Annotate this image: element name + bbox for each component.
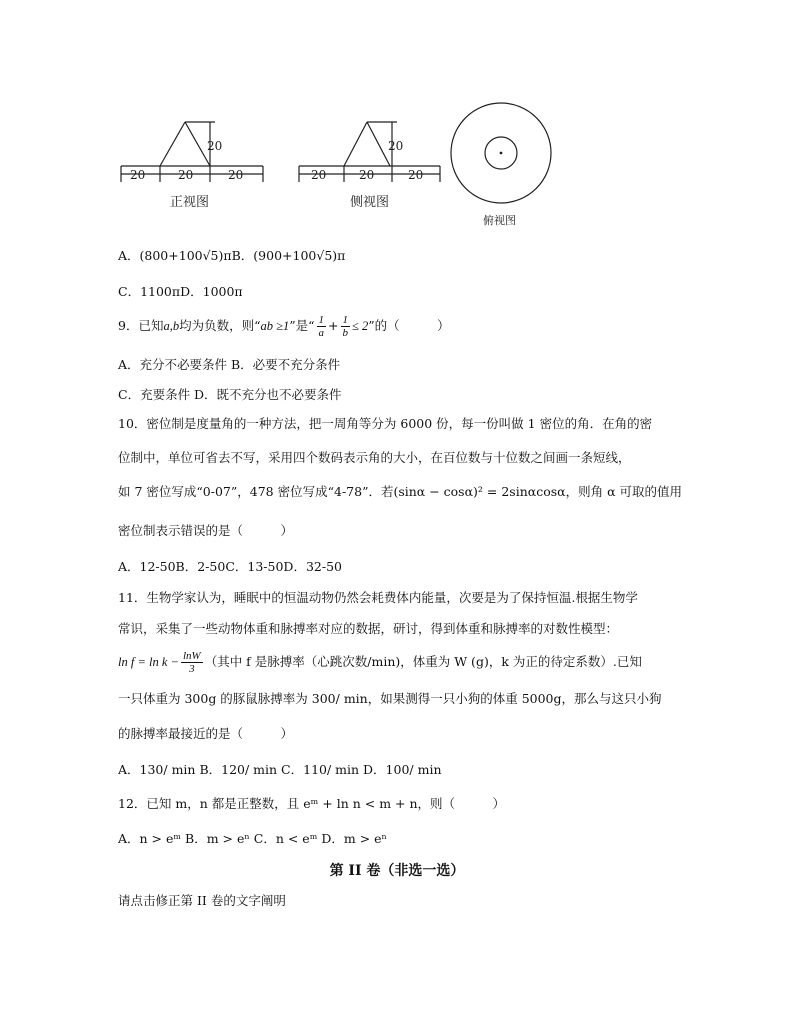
q8-options-cd: C．1100πD．1000π [118, 284, 243, 299]
q11-formula-fraction: $\frac{\ln W}{3}$ [182, 650, 201, 675]
q9-mid1: 均为负数，则“ [179, 318, 261, 333]
q9-prefix: 9．已知 [118, 318, 164, 333]
q10-line-3: 如 7 密位写成“0-07”，478 密位写成“4-78”．若(sinα − cosα)² = 2sinαcosα，则角 α 可取的值用 [118, 484, 682, 499]
q9-plus: + [328, 318, 339, 333]
front-dim-height: 20 [207, 139, 223, 153]
side-view-label: 侧视图 [350, 195, 390, 210]
q9-end: ”的（ ） [368, 318, 450, 333]
q11-line-5: 的脉搏率最接近的是（ ） [118, 726, 294, 741]
q12-stem: 12．已知 m，n 都是正整数，且 eᵐ + ln n < m + n，则（ ） [118, 796, 506, 811]
q10-line-1: 10．密位制是度量角的一种方法，把一周角等分为 6000 份，每一份叫做 1 密位的角．在角的密 [118, 416, 653, 431]
top-view-drawing [451, 103, 551, 203]
front-dim-right: 20 [228, 168, 244, 182]
q9-ab: a,b [163, 319, 180, 333]
front-dim-left: 20 [130, 168, 146, 182]
section-ii-notice: 请点击修正第 II 卷的文字阐明 [118, 893, 286, 908]
q11-formula-left: ln f = ln k − [118, 655, 179, 669]
q12-options: A．n > eᵐ B．m > eⁿ C．n < eᵐ D．m > eⁿ [118, 831, 387, 846]
q10-line-4: 密位制表示错误的是（ ） [118, 523, 294, 538]
q9-stem [118, 314, 450, 339]
section-ii-title: 第 II 卷（非选一选） [329, 863, 465, 879]
q11-line-3 [118, 650, 642, 675]
q11-line-4: 一只体重为 300g 的豚鼠脉搏率为 300/ min，如果测得一只小狗的体重 5000g，那么与这只小狗 [118, 691, 662, 706]
q9-mid2: ”是“ [289, 318, 315, 333]
q9-fraction-1b: $\frac{1}{b}$ [342, 314, 348, 339]
q9-options-cd: C．充要条件 D．既不充分也不必要条件 [118, 387, 342, 402]
q11-line-1: 11．生物学家认为，睡眠中的恒温动物仍然会耗费体内能量，次要是为了保持恒温.根据生物学 [118, 590, 638, 605]
q9-options-ab: A．充分不必要条件 B．必要不充分条件 [118, 357, 341, 372]
three-view-figure [118, 96, 568, 236]
side-dim-right: 20 [408, 168, 424, 182]
q11-line-2: 常识，采集了一些动物体重和脉搏率对应的数据，研讨，得到体重和脉搏率的对数性模型： [118, 621, 619, 636]
q10-line-2: 位制中，单位可省去不写，采用四个数码表示角的大小，在百位数与十位数之间画一条短线， [118, 450, 631, 465]
top-view-label: 俯视图 [483, 214, 516, 227]
q9-condition-ab: ab ≥1 [260, 319, 290, 333]
side-dim-height: 20 [388, 139, 404, 153]
q9-le2: ≤ 2 [352, 319, 369, 333]
q10-options: A．12-50B．2-50C．13-50D．32-50 [118, 559, 342, 574]
side-dim-mid: 20 [359, 168, 375, 182]
q9-fraction-1a: $\frac{1}{a}$ [318, 314, 325, 339]
q11-options: A．130/ min B．120/ min C．110/ min D．100/ min [118, 762, 442, 777]
q8-options-ab: A．(800+100√5)πB．(900+100√5)π [118, 248, 346, 263]
front-view-label: 正视图 [170, 195, 210, 210]
q11-line-3-rest: （其中 f 是脉搏率（心跳次数/min)，体重为 W (g)，k 为正的待定系数）.已知 [204, 654, 642, 669]
side-dim-left: 20 [311, 168, 327, 182]
front-dim-mid: 20 [178, 168, 194, 182]
